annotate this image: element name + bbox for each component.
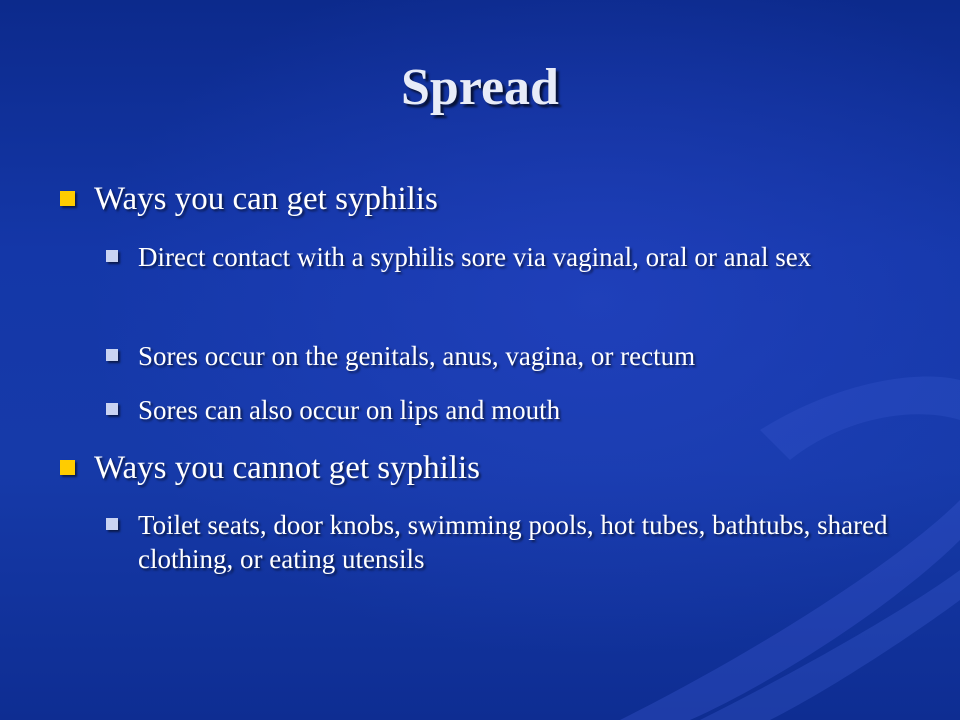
- square-bullet-icon: [106, 250, 118, 262]
- square-bullet-icon: [60, 460, 75, 475]
- subbullet-text: Sores occur on the genitals, anus, vagina, or rectum: [138, 341, 696, 371]
- subbullet-direct-contact: [106, 240, 906, 274]
- square-bullet-icon: [106, 403, 118, 415]
- bullet-text: Ways you cannot get syphilis: [94, 450, 480, 486]
- slide-title: Spread: [401, 59, 559, 116]
- subbullet-sores-occur: [106, 339, 906, 373]
- subbullet-text: Toilet seats, door knobs, swimming pools, hot tubes, bathtubs, shared clothing, or eating utensils: [138, 510, 888, 574]
- subbullet-text: Sores can also occur on lips and mouth: [138, 395, 561, 425]
- square-bullet-icon: [106, 349, 118, 361]
- subbullet-toilet-seats: [106, 508, 906, 576]
- subbullet-lips-mouth: [106, 393, 906, 427]
- square-bullet-icon: [106, 518, 118, 530]
- bullet-ways-can-get: [60, 180, 920, 218]
- subbullet-text: Direct contact with a syphilis sore via vaginal, oral or anal sex: [138, 242, 812, 272]
- bullet-text: Ways you can get syphilis: [94, 181, 438, 217]
- square-bullet-icon: [60, 191, 75, 206]
- bullet-ways-cannot-get: [60, 449, 920, 487]
